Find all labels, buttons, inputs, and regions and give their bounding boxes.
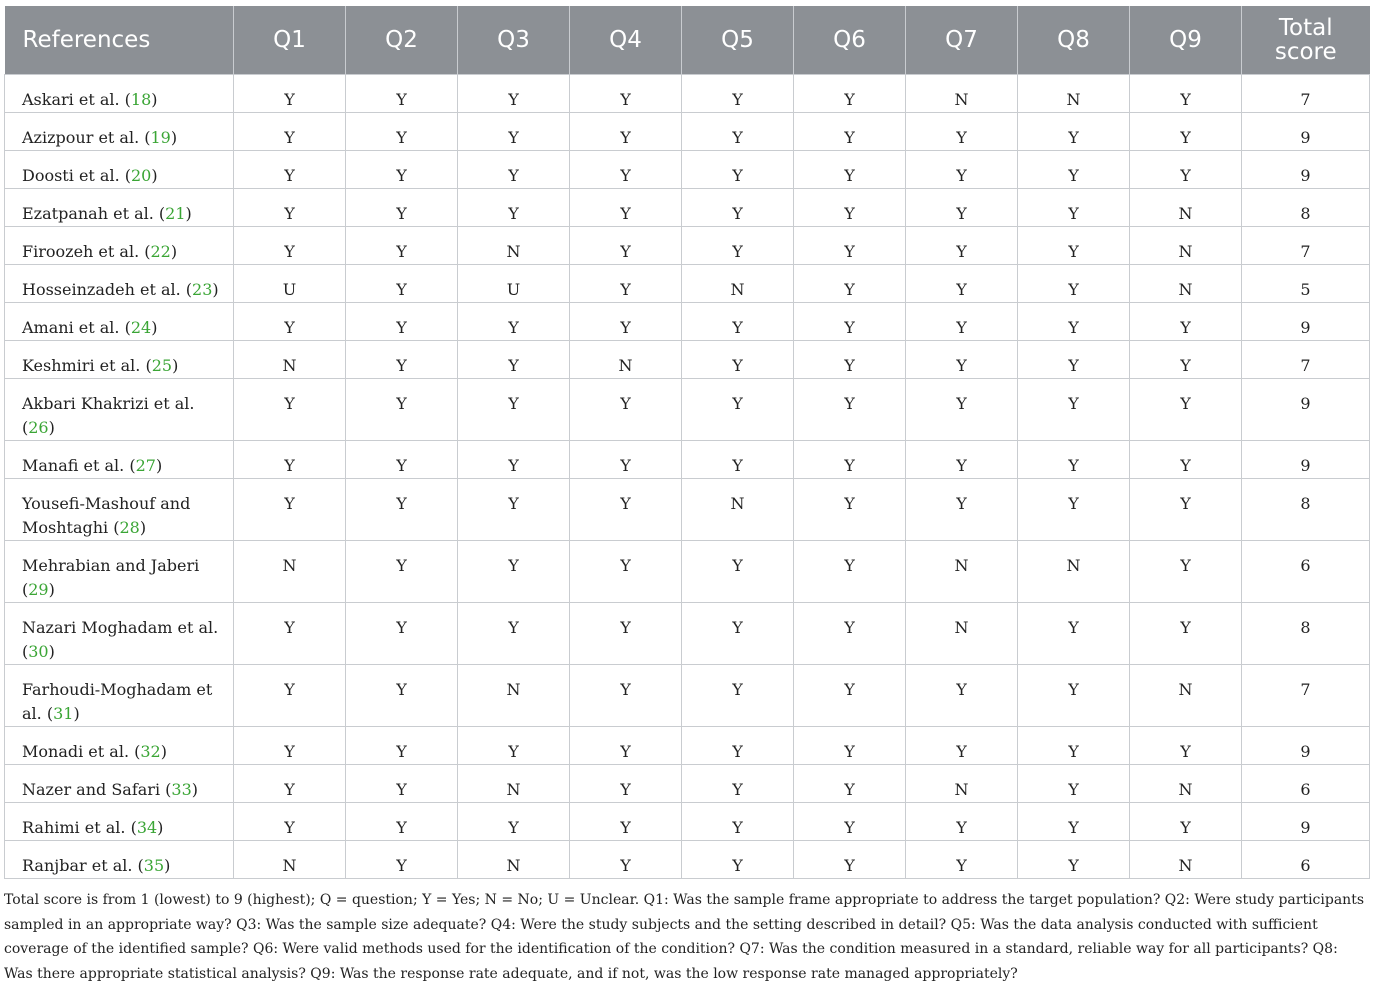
- q7-answer-cell: Y: [906, 227, 1018, 265]
- total-score-cell: 6: [1242, 841, 1370, 879]
- q6-answer-cell: Y: [794, 541, 906, 603]
- q1-answer-cell: Y: [234, 189, 346, 227]
- reference-close-paren: ): [191, 780, 199, 799]
- reference-close-paren: ): [139, 518, 147, 537]
- header-q6: Q6: [794, 6, 906, 75]
- reference-cell: [5, 665, 234, 727]
- q3-answer-cell: Y: [458, 727, 570, 765]
- q5-answer-cell: Y: [682, 541, 794, 603]
- q5-answer-cell: N: [682, 479, 794, 541]
- total-score-cell: 9: [1242, 303, 1370, 341]
- q5-answer-cell: Y: [682, 189, 794, 227]
- q9-answer-cell: Y: [1130, 727, 1242, 765]
- q3-answer-cell: Y: [458, 303, 570, 341]
- q3-answer-cell: Y: [458, 803, 570, 841]
- q2-answer-cell: Y: [346, 441, 458, 479]
- q8-answer-cell: Y: [1018, 265, 1130, 303]
- total-score-cell: 7: [1242, 665, 1370, 727]
- reference-text: Askari et al. (: [22, 90, 131, 109]
- q3-answer-cell: Y: [458, 151, 570, 189]
- q4-answer-cell: Y: [570, 265, 682, 303]
- q4-answer-cell: Y: [570, 803, 682, 841]
- reference-text: Nazer and Safari (: [22, 780, 172, 799]
- q7-answer-cell: N: [906, 541, 1018, 603]
- reference-cell: [5, 151, 234, 189]
- q1-answer-cell: N: [234, 841, 346, 879]
- q3-answer-cell: Y: [458, 189, 570, 227]
- q1-answer-cell: Y: [234, 303, 346, 341]
- q9-answer-cell: Y: [1130, 441, 1242, 479]
- reference-cell: [5, 803, 234, 841]
- q6-answer-cell: Y: [794, 441, 906, 479]
- reference-cell: [5, 479, 234, 541]
- q3-answer-cell: Y: [458, 603, 570, 665]
- q5-answer-cell: Y: [682, 75, 794, 113]
- quality-assessment-table: [4, 6, 1370, 879]
- reference-cell: [5, 75, 234, 113]
- q2-answer-cell: Y: [346, 803, 458, 841]
- q8-answer-cell: Y: [1018, 151, 1130, 189]
- q7-answer-cell: Y: [906, 841, 1018, 879]
- q1-answer-cell: Y: [234, 803, 346, 841]
- q1-answer-cell: Y: [234, 603, 346, 665]
- q3-answer-cell: Y: [458, 541, 570, 603]
- reference-close-paren: ): [212, 280, 219, 299]
- q7-answer-cell: N: [906, 603, 1018, 665]
- q1-answer-cell: U: [234, 265, 346, 303]
- q8-answer-cell: Y: [1018, 379, 1130, 441]
- q8-answer-cell: Y: [1018, 441, 1130, 479]
- q2-answer-cell: Y: [346, 227, 458, 265]
- q9-answer-cell: N: [1130, 665, 1242, 727]
- reference-text: Keshmiri et al. (: [22, 356, 152, 375]
- q7-answer-cell: Y: [906, 727, 1018, 765]
- q5-answer-cell: Y: [682, 441, 794, 479]
- table-footnote: Total score is from 1 (lowest) to 9 (highest); Q = question; Y = Yes; N = No; U = Unclear. Q1: Was the sample frame appropriate to address the target population? Q2: Were study participants sampled in an appropriate way? Q3: Was the sample size adequate? Q4: Were the study subjects and the setting described in detail? Q5: Was the data analysis conducted with sufficient coverage of the identified sample? Q6: Were valid methods used for the identification of the condition? Q7: Was the condition measured in a standard, reliable way for all participants? Q8: Was there appropriate statistical analysis? Q9: Was the response rate adequate, and if not, was the low response rate managed appropriately?: [4, 892, 1365, 982]
- q9-answer-cell: N: [1130, 841, 1242, 879]
- q2-answer-cell: Y: [346, 341, 458, 379]
- citation-link[interactable]: 34: [136, 818, 158, 837]
- q4-answer-cell: Y: [570, 541, 682, 603]
- q6-answer-cell: Y: [794, 665, 906, 727]
- q9-answer-cell: N: [1130, 265, 1242, 303]
- reference-text: Nazari Moghadam et al. (: [22, 618, 219, 661]
- citation-link[interactable]: 30: [28, 642, 49, 661]
- reference-cell: [5, 227, 234, 265]
- reference-text: Ranjbar et al. (: [22, 856, 144, 875]
- reference-close-paren: ): [164, 856, 171, 875]
- q2-answer-cell: Y: [346, 189, 458, 227]
- q5-answer-cell: Y: [682, 765, 794, 803]
- q5-answer-cell: Y: [682, 113, 794, 151]
- q4-answer-cell: Y: [570, 151, 682, 189]
- reference-cell: [5, 379, 234, 441]
- reference-close-paren: ): [151, 166, 158, 185]
- q5-answer-cell: Y: [682, 303, 794, 341]
- total-score-cell: 6: [1242, 765, 1370, 803]
- q9-answer-cell: Y: [1130, 303, 1242, 341]
- header-q1: Q1: [234, 6, 346, 75]
- header-total-score: [1242, 6, 1370, 75]
- reference-text: Manafi et al. (: [22, 456, 136, 475]
- reference-cell: [5, 603, 234, 665]
- q8-answer-cell: Y: [1018, 479, 1130, 541]
- citation-link[interactable]: 25: [151, 356, 173, 375]
- q8-answer-cell: Y: [1018, 603, 1130, 665]
- table-body: [5, 75, 1370, 879]
- header-q8: Q8: [1018, 6, 1130, 75]
- total-score-cell: 8: [1242, 479, 1370, 541]
- table-row: [5, 479, 1370, 541]
- citation-link[interactable]: 20: [131, 166, 152, 185]
- q2-answer-cell: Y: [346, 113, 458, 151]
- reference-text: Amani et al. (: [22, 318, 131, 337]
- q4-answer-cell: Y: [570, 765, 682, 803]
- table-row: [5, 75, 1370, 113]
- q9-answer-cell: Y: [1130, 479, 1242, 541]
- q6-answer-cell: Y: [794, 603, 906, 665]
- table-header: [5, 6, 1370, 75]
- q2-answer-cell: Y: [346, 303, 458, 341]
- q8-answer-cell: Y: [1018, 803, 1130, 841]
- q6-answer-cell: Y: [794, 303, 906, 341]
- q2-answer-cell: Y: [346, 151, 458, 189]
- citation-link[interactable]: 27: [135, 456, 156, 475]
- reference-close-paren: ): [185, 204, 192, 223]
- citation-link[interactable]: 18: [130, 90, 152, 109]
- header-row: [5, 6, 1370, 75]
- table-row: [5, 227, 1370, 265]
- q2-answer-cell: Y: [346, 727, 458, 765]
- q4-answer-cell: N: [570, 341, 682, 379]
- q6-answer-cell: Y: [794, 841, 906, 879]
- q2-answer-cell: Y: [346, 841, 458, 879]
- q8-answer-cell: Y: [1018, 303, 1130, 341]
- q4-answer-cell: Y: [570, 379, 682, 441]
- q1-answer-cell: Y: [234, 765, 346, 803]
- q1-answer-cell: Y: [234, 113, 346, 151]
- q6-answer-cell: Y: [794, 113, 906, 151]
- q6-answer-cell: Y: [794, 227, 906, 265]
- total-score-cell: 9: [1242, 379, 1370, 441]
- citation-link[interactable]: 35: [143, 856, 165, 875]
- reference-close-paren: ): [48, 642, 55, 661]
- q2-answer-cell: Y: [346, 665, 458, 727]
- q3-answer-cell: Y: [458, 441, 570, 479]
- q1-answer-cell: Y: [234, 379, 346, 441]
- q9-answer-cell: N: [1130, 765, 1242, 803]
- q1-answer-cell: Y: [234, 75, 346, 113]
- q5-answer-cell: Y: [682, 151, 794, 189]
- reference-close-paren: ): [73, 704, 80, 723]
- q2-answer-cell: Y: [346, 765, 458, 803]
- reference-cell: [5, 189, 234, 227]
- reference-close-paren: ): [48, 580, 55, 599]
- q5-answer-cell: Y: [682, 841, 794, 879]
- q6-answer-cell: Y: [794, 341, 906, 379]
- q5-answer-cell: Y: [682, 227, 794, 265]
- q1-answer-cell: N: [234, 541, 346, 603]
- q7-answer-cell: Y: [906, 665, 1018, 727]
- citation-link[interactable]: 21: [165, 204, 186, 223]
- header-total-line1: Total: [1278, 15, 1333, 41]
- total-score-cell: 7: [1242, 341, 1370, 379]
- reference-close-paren: ): [48, 418, 55, 437]
- q2-answer-cell: Y: [346, 541, 458, 603]
- q1-answer-cell: Y: [234, 227, 346, 265]
- q8-answer-cell: Y: [1018, 113, 1130, 151]
- q9-answer-cell: N: [1130, 189, 1242, 227]
- citation-link[interactable]: 22: [150, 242, 171, 261]
- q7-answer-cell: N: [906, 765, 1018, 803]
- q9-answer-cell: N: [1130, 227, 1242, 265]
- table-row: [5, 441, 1370, 479]
- reference-close-paren: ): [160, 742, 167, 761]
- total-score-cell: 9: [1242, 151, 1370, 189]
- header-q3: Q3: [458, 6, 570, 75]
- table-row: [5, 603, 1370, 665]
- q8-answer-cell: N: [1018, 541, 1130, 603]
- header-references: References: [5, 6, 234, 75]
- table-row: [5, 803, 1370, 841]
- q8-answer-cell: Y: [1018, 841, 1130, 879]
- header-total-line2: score: [1274, 39, 1337, 65]
- q7-answer-cell: Y: [906, 479, 1018, 541]
- q7-answer-cell: Y: [906, 341, 1018, 379]
- q6-answer-cell: Y: [794, 765, 906, 803]
- reference-text: Rahimi et al. (: [22, 818, 137, 837]
- q6-answer-cell: Y: [794, 379, 906, 441]
- quality-assessment-table-container: [4, 6, 1369, 879]
- q5-answer-cell: Y: [682, 603, 794, 665]
- total-score-cell: 9: [1242, 113, 1370, 151]
- q9-answer-cell: Y: [1130, 541, 1242, 603]
- reference-text: Firoozeh et al. (: [22, 242, 151, 261]
- q3-answer-cell: U: [458, 265, 570, 303]
- q4-answer-cell: Y: [570, 189, 682, 227]
- q8-answer-cell: N: [1018, 75, 1130, 113]
- reference-cell: [5, 303, 234, 341]
- reference-cell: [5, 727, 234, 765]
- q5-answer-cell: Y: [682, 727, 794, 765]
- q7-answer-cell: Y: [906, 803, 1018, 841]
- total-score-cell: 7: [1242, 227, 1370, 265]
- q4-answer-cell: Y: [570, 665, 682, 727]
- reference-text: Yousefi-Mashouf and Moshtaghi (: [22, 494, 191, 537]
- reference-cell: [5, 341, 234, 379]
- q9-answer-cell: Y: [1130, 803, 1242, 841]
- q3-answer-cell: Y: [458, 113, 570, 151]
- q3-answer-cell: Y: [458, 341, 570, 379]
- q2-answer-cell: Y: [346, 265, 458, 303]
- reference-close-paren: ): [151, 90, 158, 109]
- reference-cell: [5, 441, 234, 479]
- q3-answer-cell: N: [458, 665, 570, 727]
- q8-answer-cell: Y: [1018, 341, 1130, 379]
- q9-answer-cell: Y: [1130, 603, 1242, 665]
- q4-answer-cell: Y: [570, 227, 682, 265]
- reference-close-paren: ): [155, 456, 163, 475]
- q4-answer-cell: Y: [570, 841, 682, 879]
- reference-text: Mehrabian and Jaberi (: [22, 556, 200, 599]
- q3-answer-cell: N: [458, 765, 570, 803]
- reference-close-paren: ): [172, 356, 179, 375]
- reference-text: Doosti et al. (: [22, 166, 131, 185]
- table-row: [5, 189, 1370, 227]
- q8-answer-cell: Y: [1018, 727, 1130, 765]
- q7-answer-cell: Y: [906, 151, 1018, 189]
- table-row: [5, 151, 1370, 189]
- q6-answer-cell: Y: [794, 479, 906, 541]
- q8-answer-cell: Y: [1018, 665, 1130, 727]
- total-score-cell: 9: [1242, 727, 1370, 765]
- citation-link[interactable]: 23: [192, 280, 213, 299]
- citation-link[interactable]: 29: [28, 580, 49, 599]
- q6-answer-cell: Y: [794, 75, 906, 113]
- q2-answer-cell: Y: [346, 479, 458, 541]
- q7-answer-cell: Y: [906, 379, 1018, 441]
- q6-answer-cell: Y: [794, 265, 906, 303]
- citation-link[interactable]: 32: [140, 742, 161, 761]
- citation-link[interactable]: 26: [28, 418, 49, 437]
- q8-answer-cell: Y: [1018, 765, 1130, 803]
- q1-answer-cell: Y: [234, 479, 346, 541]
- q4-answer-cell: Y: [570, 303, 682, 341]
- q1-answer-cell: Y: [234, 441, 346, 479]
- q1-answer-cell: Y: [234, 151, 346, 189]
- citation-link[interactable]: 33: [171, 780, 192, 799]
- q5-answer-cell: N: [682, 265, 794, 303]
- table-row: [5, 541, 1370, 603]
- total-score-cell: 9: [1242, 803, 1370, 841]
- q3-answer-cell: Y: [458, 379, 570, 441]
- q4-answer-cell: Y: [570, 75, 682, 113]
- reference-text: Azizpour et al. (: [22, 128, 151, 147]
- reference-text: Farhoudi-Moghadam et al. (: [22, 680, 213, 723]
- q1-answer-cell: Y: [234, 727, 346, 765]
- q6-answer-cell: Y: [794, 151, 906, 189]
- q5-answer-cell: Y: [682, 341, 794, 379]
- q7-answer-cell: N: [906, 75, 1018, 113]
- citation-link[interactable]: 24: [130, 318, 152, 337]
- reference-cell: [5, 541, 234, 603]
- q6-answer-cell: Y: [794, 189, 906, 227]
- q9-answer-cell: Y: [1130, 341, 1242, 379]
- header-q9: Q9: [1130, 6, 1242, 75]
- header-q2: Q2: [346, 6, 458, 75]
- reference-cell: [5, 765, 234, 803]
- q4-answer-cell: Y: [570, 113, 682, 151]
- reference-text: Monadi et al. (: [22, 742, 141, 761]
- q5-answer-cell: Y: [682, 803, 794, 841]
- q7-answer-cell: Y: [906, 265, 1018, 303]
- q9-answer-cell: Y: [1130, 379, 1242, 441]
- q2-answer-cell: Y: [346, 379, 458, 441]
- total-score-cell: 8: [1242, 189, 1370, 227]
- reference-close-paren: ): [151, 318, 158, 337]
- q3-answer-cell: N: [458, 841, 570, 879]
- header-q7: Q7: [906, 6, 1018, 75]
- reference-text: Akbari Khakrizi et al. (: [22, 394, 195, 437]
- table-row: [5, 113, 1370, 151]
- table-row: [5, 727, 1370, 765]
- q8-answer-cell: Y: [1018, 227, 1130, 265]
- table-row: [5, 765, 1370, 803]
- table-row: [5, 341, 1370, 379]
- total-score-cell: 7: [1242, 75, 1370, 113]
- q9-answer-cell: Y: [1130, 75, 1242, 113]
- q1-answer-cell: Y: [234, 665, 346, 727]
- table-row: [5, 303, 1370, 341]
- q7-answer-cell: Y: [906, 113, 1018, 151]
- q9-answer-cell: Y: [1130, 151, 1242, 189]
- total-score-cell: 8: [1242, 603, 1370, 665]
- reference-close-paren: ): [157, 818, 164, 837]
- table-row: [5, 265, 1370, 303]
- citation-link[interactable]: 19: [150, 128, 171, 147]
- q4-answer-cell: Y: [570, 727, 682, 765]
- header-q4: Q4: [570, 6, 682, 75]
- q3-answer-cell: Y: [458, 479, 570, 541]
- total-score-cell: 5: [1242, 265, 1370, 303]
- q8-answer-cell: Y: [1018, 189, 1130, 227]
- q3-answer-cell: Y: [458, 75, 570, 113]
- table-row: [5, 841, 1370, 879]
- q5-answer-cell: Y: [682, 665, 794, 727]
- table-row: [5, 665, 1370, 727]
- reference-cell: [5, 841, 234, 879]
- header-q5: Q5: [682, 6, 794, 75]
- q1-answer-cell: N: [234, 341, 346, 379]
- q4-answer-cell: Y: [570, 441, 682, 479]
- reference-close-paren: ): [170, 242, 178, 261]
- reference-text: Hosseinzadeh et al. (: [22, 280, 193, 299]
- reference-cell: [5, 113, 234, 151]
- total-score-cell: 9: [1242, 441, 1370, 479]
- q3-answer-cell: N: [458, 227, 570, 265]
- q7-answer-cell: Y: [906, 303, 1018, 341]
- q7-answer-cell: Y: [906, 189, 1018, 227]
- total-score-cell: 6: [1242, 541, 1370, 603]
- q9-answer-cell: Y: [1130, 113, 1242, 151]
- q2-answer-cell: Y: [346, 75, 458, 113]
- reference-close-paren: ): [170, 128, 178, 147]
- q5-answer-cell: Y: [682, 379, 794, 441]
- reference-cell: [5, 265, 234, 303]
- citation-link[interactable]: 28: [119, 518, 140, 537]
- q4-answer-cell: Y: [570, 479, 682, 541]
- reference-text: Ezatpanah et al. (: [22, 204, 166, 223]
- q4-answer-cell: Y: [570, 603, 682, 665]
- q7-answer-cell: Y: [906, 441, 1018, 479]
- q6-answer-cell: Y: [794, 803, 906, 841]
- citation-link[interactable]: 31: [53, 704, 74, 723]
- table-row: [5, 379, 1370, 441]
- q6-answer-cell: Y: [794, 727, 906, 765]
- q2-answer-cell: Y: [346, 603, 458, 665]
